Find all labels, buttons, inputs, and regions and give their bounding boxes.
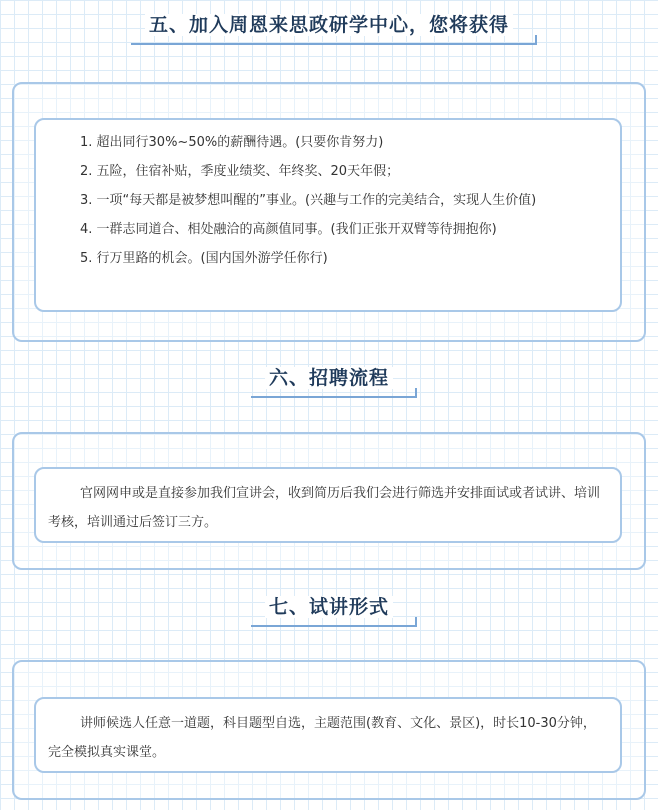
inner-box-trial xyxy=(34,697,622,773)
benefit-item-5: 5. 行万里路的机会。(国内国外游学任你行) xyxy=(80,251,328,266)
title-wrap xyxy=(251,363,407,398)
section-heading: 六、招聘流程 xyxy=(265,367,393,389)
inner-box-process xyxy=(34,467,622,543)
process-text: 官网网申或是直接参加我们宣讲会，收到简历后我们会进行筛选并安排面试或者试讲、培训考核，培训通过后签订三方。 xyxy=(48,486,601,530)
benefit-item-1: 1. 超出同行30%~50%的薪酬待遇。(只要你肯努力) xyxy=(80,135,384,150)
title-wrap xyxy=(131,10,527,45)
benefit-item-4: 4. 一群志同道合、相处融洽的高颜值同事。(我们正张开双臂等待拥抱你) xyxy=(80,222,497,237)
title-underline-decoration xyxy=(251,388,417,398)
section-heading: 五、加入周恩来思政研学中心，您将获得 xyxy=(145,14,513,36)
section-title-trial xyxy=(0,592,658,627)
trial-text: 讲师候选人任意一道题，科目题型自选，主题范围(教育、文化、景区)，时长10-30分钟，完全模拟真实课堂。 xyxy=(48,716,596,760)
section-heading: 七、试讲形式 xyxy=(265,596,393,618)
title-underline-decoration xyxy=(251,617,417,627)
benefit-item-2: 2. 五险，住宿补贴，季度业绩奖、年终奖、20天年假； xyxy=(80,164,400,179)
title-wrap xyxy=(251,592,407,627)
title-underline-decoration xyxy=(131,35,537,45)
section-title-benefits xyxy=(0,10,658,45)
inner-box-benefits xyxy=(34,118,622,312)
benefit-item-3: 3. 一项“每天都是被梦想叫醒的”事业。(兴趣与工作的完美结合，实现人生价值) xyxy=(80,193,537,208)
section-title-process xyxy=(0,363,658,398)
